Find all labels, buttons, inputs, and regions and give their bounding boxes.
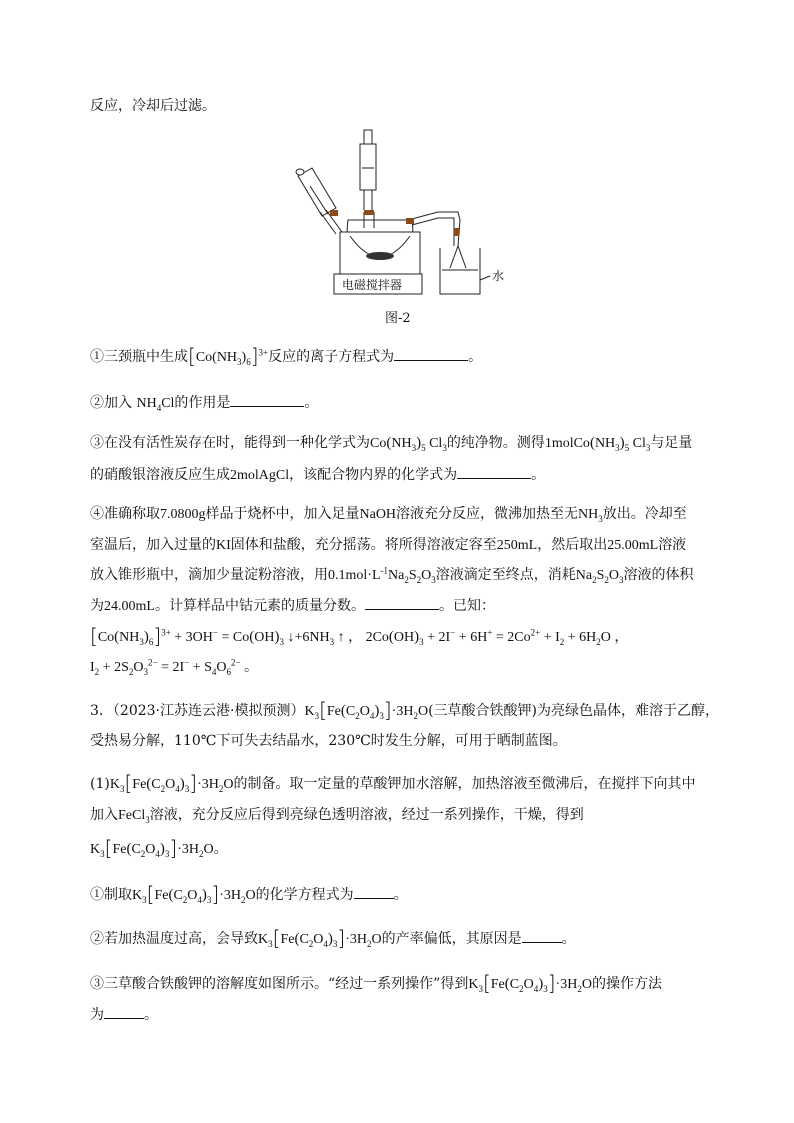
answer-blank[interactable] xyxy=(457,464,531,479)
stirrer-label: 电磁搅拌器 xyxy=(342,278,403,292)
q3-part1-line3: $K_3[Fe(C_2O_4)_3]\cdot 3H_2O$。 xyxy=(90,836,228,860)
q2-item4-line3: 放入锥形瓶中，滴加少量淀粉溶液，用$0.1mol\cdot L^{-1}Na_2S_2O_3$溶液滴定至终点，消耗$Na_2S_2O_3$溶液的体积 xyxy=(90,565,694,585)
equation-line-2: $I_2 + 2S_2O_3^{2-} = 2I^- + S_4O_6^{2-}$ 。 xyxy=(90,657,259,677)
q3-line1: 3．（2023·江苏连云港·模拟预测）$K_3[Fe(C_2O_4)_3]\cdot 3H_2O$(三草酸合铁酸钾)为亮绿色晶体，难溶于乙醇， xyxy=(90,698,720,722)
q3-part1-line1: $(1)K_3[Fe(C_2O_4)_3]\cdot 3H_2O$的制备。取一定量的草酸钾加水溶解，加热溶液至微沸后，在搅拌下向其中 xyxy=(90,771,696,795)
q2-item3-line1: ③在没有活性炭存在时，能得到一种化学式为$Co(NH_3)_5$ $Cl_3$的纯净物。测得$1molCo(NH_3)_5$ $Cl_3$与足量 xyxy=(90,435,693,453)
answer-blank[interactable] xyxy=(354,884,394,899)
header-line: 反应，冷却后过滤。 xyxy=(90,98,216,114)
answer-blank[interactable] xyxy=(230,392,304,407)
q3-item3-line1: ③三草酸合铁酸钾的溶解度如图所示。“经过一系列操作”得到$K_3[Fe(C_2O_4)_3]\cdot 3H_2O$的操作方法 xyxy=(90,971,662,995)
q3-item2: ②若加热温度过高，会导致$K_3[Fe(C_2O_4)_3]\cdot 3H_2O$的产率偏低，其原因是 。 xyxy=(90,926,576,950)
q2-item4-line4: 为24.00mL。计算样品中钴元素的质量分数。 。已知： xyxy=(90,595,495,617)
q2-item4-line1: ④准确称取7.0800g样品于烧杯中，加入足量NaOH溶液充分反应，微沸加热至无$NH_3$放出。冷却至 xyxy=(90,506,687,524)
q2-item3-line2: 的硝酸银溶液反应生成2molAgCl，该配合物内界的化学式为 。 xyxy=(90,464,545,486)
q3-item1: ①制取$K_3[Fe(C_2O_4)_3]\cdot 3H_2O$的化学方程式为 。 xyxy=(90,882,408,906)
equation-line-1: $[Co(NH_3)_6]^{3+} + 3OH^- = Co(OH)_3$ $↓+6NH_3$ ↑ ， $2Co(OH)_3 + 2I^- + 6H^+ = 2Co^{2+} + I_2 + 6H_2O$ ， xyxy=(90,624,629,648)
q3-line2: 受热易分解，110℃下可失去结晶水，230℃时发生分解，可用于晒制蓝图。 xyxy=(90,733,567,749)
q2-item4-line2: 室温后，加入过量的KI固体和盐酸，充分摇荡。将所得溶液定容至250mL，然后取出25.00mL溶液 xyxy=(90,537,687,553)
q3-part1-line2: 加入FeCl$_3$溶液，充分反应后得到亮绿色透明溶液，经过一系列操作，干燥，得到 xyxy=(90,807,584,825)
apparatus-figure xyxy=(290,128,520,308)
answer-blank[interactable] xyxy=(522,928,562,943)
answer-blank[interactable] xyxy=(365,595,439,610)
q2-item1: ①三颈瓶中生成$[Co(NH_3)_6]^{3+}$反应的离子方程式为 。 xyxy=(90,344,483,368)
water-label: 水 xyxy=(492,269,505,283)
q2-item2: ②加入 $NH_4Cl$的作用是 。 xyxy=(90,392,318,414)
q3-item3-line2: 为 。 xyxy=(90,1004,158,1025)
answer-blank[interactable] xyxy=(394,346,468,361)
answer-blank[interactable] xyxy=(104,1004,144,1019)
figure-caption: 图-2 xyxy=(385,311,411,326)
